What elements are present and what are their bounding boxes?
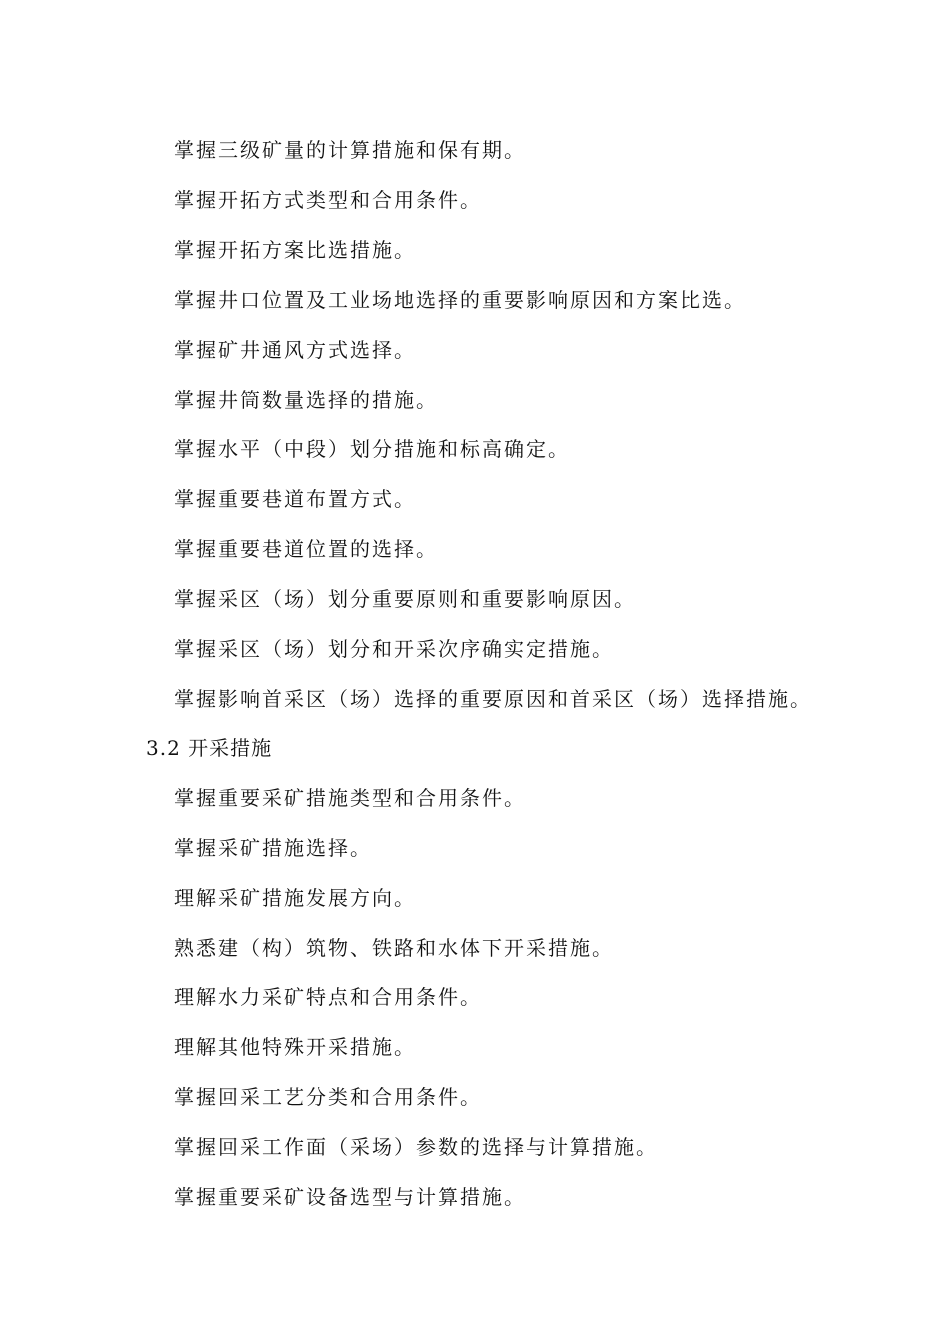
list-item: 掌握三级矿量的计算措施和保有期。	[174, 138, 526, 162]
list-item: 掌握重要巷道位置的选择。	[174, 537, 438, 561]
list-item: 熟悉建（构）筑物、铁路和水体下开采措施。	[174, 936, 614, 960]
list-item: 掌握井口位置及工业场地选择的重要影响原因和方案比选。	[174, 288, 746, 312]
list-item: 掌握采区（场）划分重要原则和重要影响原因。	[174, 587, 636, 611]
list-item: 掌握开拓方案比选措施。	[174, 238, 416, 262]
list-item: 掌握重要采矿设备选型与计算措施。	[174, 1185, 526, 1209]
list-item: 掌握采区（场）划分和开采次序确实定措施。	[174, 637, 614, 661]
list-item: 掌握重要采矿措施类型和合用条件。	[174, 786, 526, 810]
list-item: 掌握重要巷道布置方式。	[174, 487, 416, 511]
list-item: 掌握矿井通风方式选择。	[174, 338, 416, 362]
list-item: 理解水力采矿特点和合用条件。	[174, 985, 482, 1009]
list-item: 掌握回采工艺分类和合用条件。	[174, 1085, 482, 1109]
list-item: 掌握井筒数量选择的措施。	[174, 388, 438, 412]
list-item: 掌握开拓方式类型和合用条件。	[174, 188, 482, 212]
list-item: 掌握水平（中段）划分措施和标高确定。	[174, 437, 570, 461]
list-item: 掌握采矿措施选择。	[174, 836, 372, 860]
list-item: 理解采矿措施发展方向。	[174, 886, 416, 910]
section-heading: 3.2 开采措施	[146, 736, 273, 760]
list-item: 掌握影响首采区（场）选择的重要原因和首采区（场）选择措施。	[174, 687, 812, 711]
list-item: 理解其他特殊开采措施。	[174, 1035, 416, 1059]
list-item: 掌握回采工作面（采场）参数的选择与计算措施。	[174, 1135, 658, 1159]
